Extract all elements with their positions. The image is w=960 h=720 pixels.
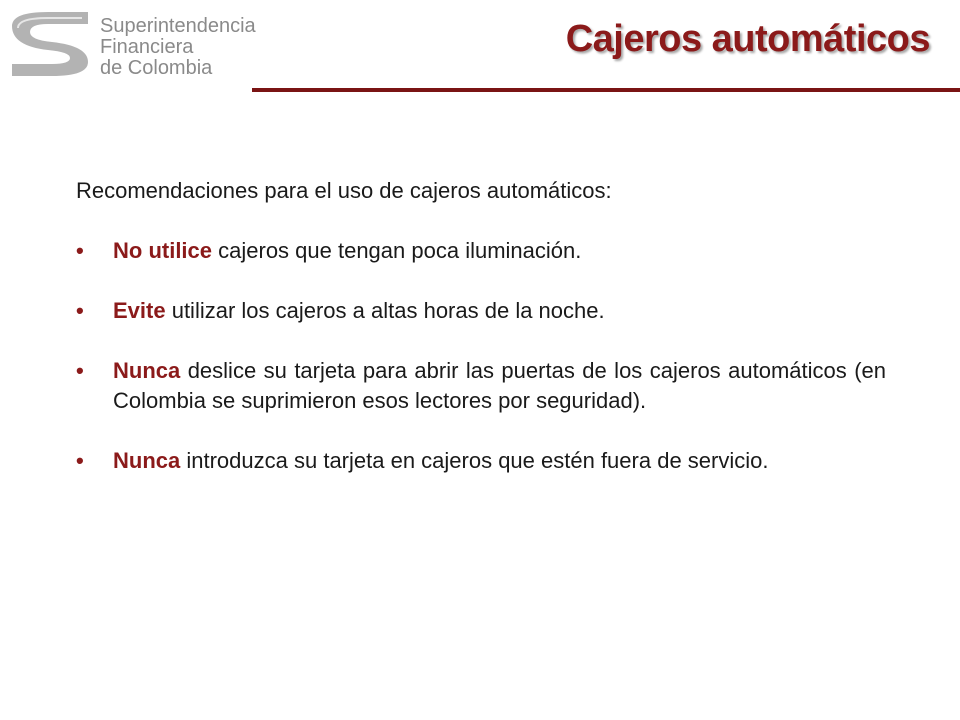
logo-line-2: Financiera [100,36,194,58]
bullet-text: cajeros que tengan poca iluminación. [212,238,582,263]
list-item [76,356,886,416]
bullet-keyword: No utilice [113,238,213,263]
title-divider [252,88,960,92]
logo-line-3: de Colombia [100,57,213,79]
logo-text [100,16,256,79]
list-item [76,296,886,326]
superintendencia-logo-icon [8,6,92,82]
logo-line-1: Superintendencia [100,15,256,37]
slide-content [76,176,886,506]
bullet-keyword: Nunca [113,358,181,383]
list-item [76,446,886,476]
bullet-text: utilizar los cajeros a altas horas de la noche. [165,298,605,323]
bullet-icon: • [76,358,84,383]
bullet-keyword: Evite [113,298,166,323]
list-item [76,236,886,266]
bullet-keyword: Nunca [113,448,181,473]
intro-text: Recomendaciones para el uso de cajeros automáticos: [76,178,612,203]
bullet-icon: • [76,238,84,263]
bullet-text: deslice su tarjeta para abrir las puertas de los cajeros automáticos (en Colombia se suprimieron esos lectores por seguridad). [113,358,886,413]
bullet-icon: • [76,298,84,323]
logo [8,6,256,82]
bullet-text: introduzca su tarjeta en cajeros que estén fuera de servicio. [180,448,769,473]
page-title: Cajeros automáticos [565,18,930,60]
bullet-icon: • [76,448,84,473]
